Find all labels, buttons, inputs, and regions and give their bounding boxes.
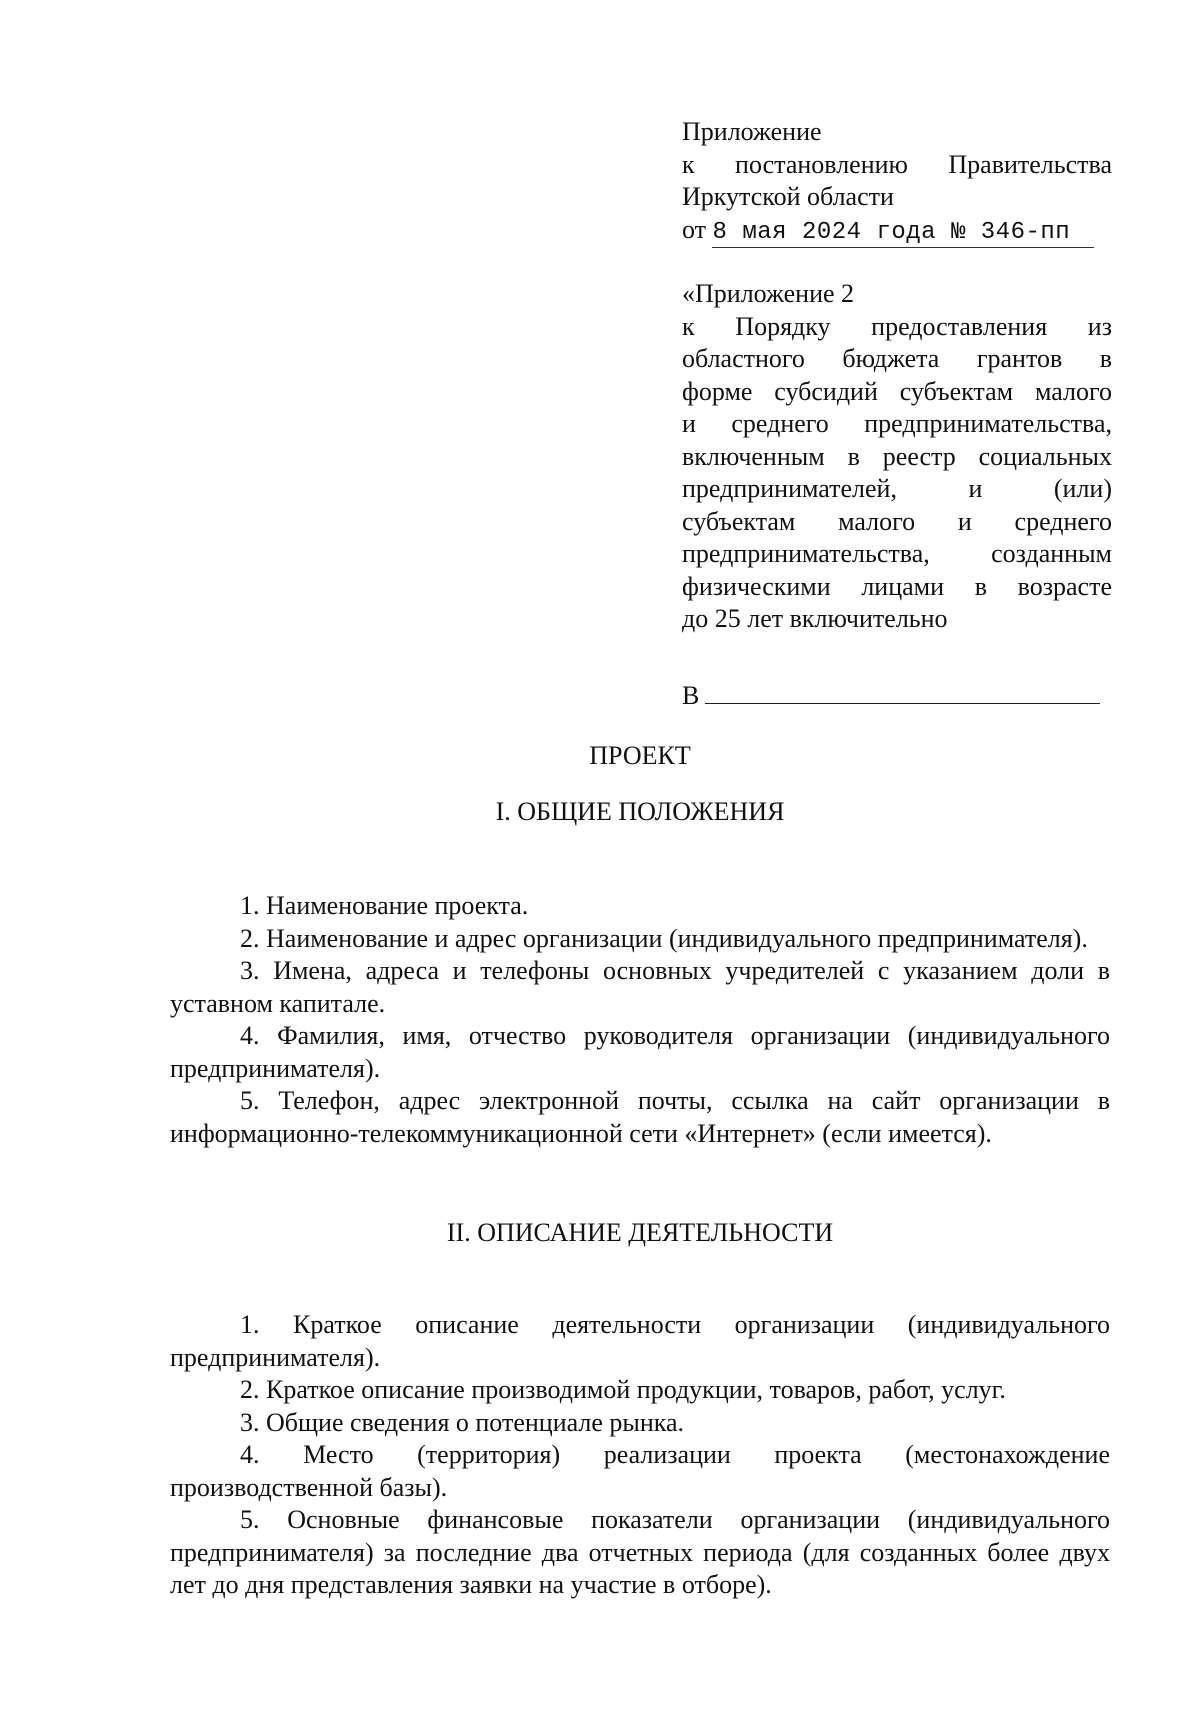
addressee-prefix: В bbox=[682, 681, 700, 710]
appendix-2-line-7: предпринимателей, и (или) bbox=[682, 474, 1112, 503]
appendix-title: Приложение bbox=[682, 117, 822, 146]
appendix-2-line-4: форме субсидий субъектам малого bbox=[682, 376, 1112, 406]
section-1-item: 2. Наименование и адрес организации (индивидуального предпринимателя). bbox=[240, 923, 1088, 953]
section-1-item: 1. Наименование проекта. bbox=[240, 891, 529, 920]
section-1-item: 3. Имена, адреса и телефоны основных учредителей с указанием доли в уставном капитале. bbox=[170, 956, 1110, 1018]
appendix-2-line-10: физическими лицами в возрасте bbox=[682, 571, 1112, 601]
section-1-item: 5. Телефон, адрес электронной почты, ссылка на сайт организации в информационно-телекоммуникационной сети «Интернет» (если имеется). bbox=[170, 1086, 1110, 1148]
appendix-2-line-2: к Порядку предоставления из bbox=[682, 311, 1112, 341]
section-2-heading: II. ОПИСАНИЕ ДЕЯТЕЛЬНОСТИ bbox=[446, 1218, 834, 1247]
appendix-2-line-5: и среднего предпринимательства, bbox=[682, 409, 1112, 438]
appendix-2-line-8: субъектам малого и среднего bbox=[682, 506, 1112, 536]
appendix-header bbox=[682, 116, 1112, 249]
appendix-decree-line: к постановлению Правительства bbox=[682, 149, 1112, 179]
appendix-2-line-6: включенным в реестр социальных bbox=[682, 441, 1112, 471]
appendix-region-line: Иркутской области bbox=[682, 182, 894, 211]
section-2-item: 3. Общие сведения о потенциале рынка. bbox=[240, 1407, 685, 1437]
section-2-item: 4. Место (территория) реализации проекта (местонахождение производственной базы). bbox=[170, 1440, 1110, 1502]
appendix-2-line-3: областного бюджета грантов в bbox=[682, 344, 1112, 373]
appendix-2-line-9: предпринимательства, созданным bbox=[682, 539, 1112, 568]
addressee-blank bbox=[705, 683, 1100, 704]
appendix-2-header bbox=[682, 278, 1112, 636]
section-2-item: 5. Основные финансовые показатели организации (индивидуального предпринимателя) за последние два отчетных периода (для созданных более двух лет до дня представления заявки на участие в отборе). bbox=[170, 1505, 1110, 1599]
section-1-item: 4. Фамилия, имя, отчество руководителя организации (индивидуального предпринимателя). bbox=[170, 1021, 1110, 1083]
date-prefix: от bbox=[682, 214, 707, 244]
document-title: ПРОЕКТ bbox=[589, 741, 691, 770]
date-value: 8 мая 2024 года № 346-пп bbox=[712, 218, 1071, 246]
section-1-body bbox=[170, 890, 1110, 1150]
section-2-item: 1. Краткое описание деятельности организации (индивидуального предпринимателя). bbox=[170, 1310, 1110, 1372]
appendix-2-line-11: до 25 лет включительно bbox=[682, 604, 948, 633]
appendix-2-line-1: «Приложение 2 bbox=[682, 279, 855, 308]
addressee-line bbox=[682, 680, 1102, 712]
section-1-heading: I. ОБЩИЕ ПОЛОЖЕНИЯ bbox=[495, 797, 785, 826]
date-underline bbox=[712, 247, 1094, 248]
appendix-date-line bbox=[682, 214, 1092, 250]
section-2-item: 2. Краткое описание производимой продукции, товаров, работ, услуг. bbox=[240, 1375, 1006, 1404]
section-2-body bbox=[170, 1309, 1110, 1602]
